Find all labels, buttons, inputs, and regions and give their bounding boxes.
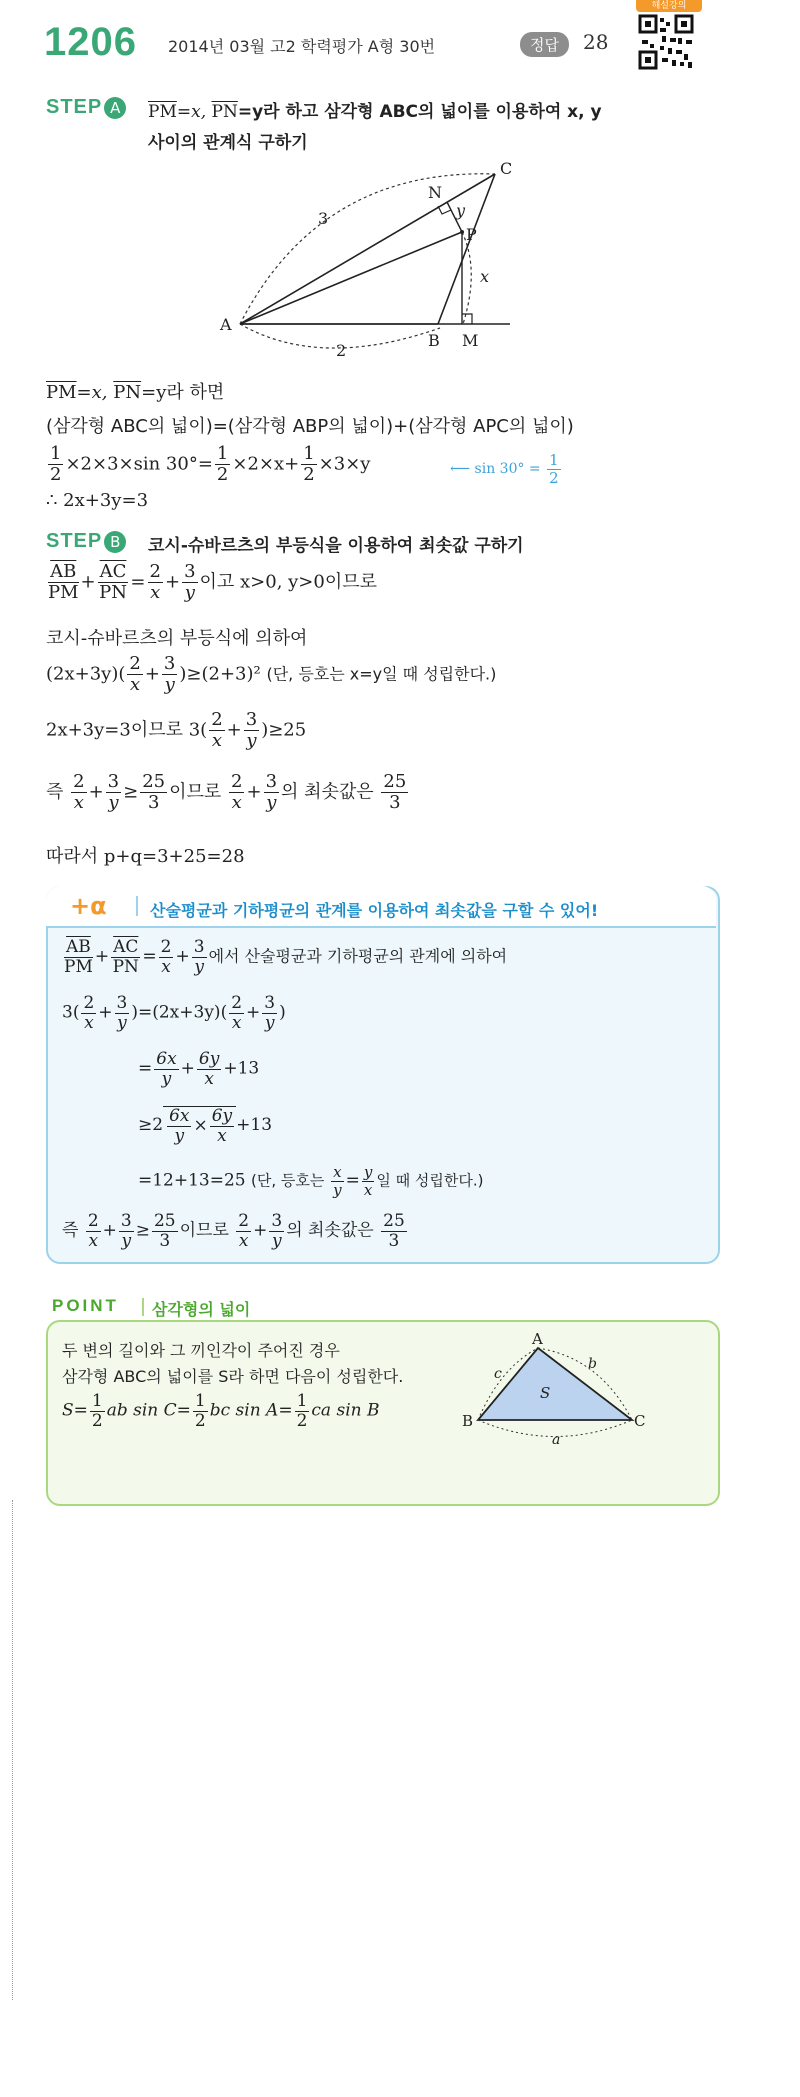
answer-badge: 정답 [520, 32, 569, 57]
label-x: x [480, 267, 490, 286]
expr: ×2×x+ [232, 453, 300, 475]
fraction: $\frac{\overline{AB}}{PM}$ [64, 937, 93, 977]
triangle-figure [200, 160, 540, 360]
fraction: $\frac{\overline{AB}}{PM}$ [48, 561, 79, 603]
step-b-tag: STEP [46, 530, 103, 552]
label-n: N [428, 183, 442, 202]
equality-condition: (단, 등호는 x=y일 때 성립한다.) [266, 664, 497, 684]
expr: ×2×3×sin 30°= [65, 453, 213, 475]
step-a-label [46, 96, 126, 119]
segment-pn: $\overline{PN}$ [211, 102, 238, 122]
label-a-vertex: A [532, 1330, 543, 1348]
fraction: $\frac{25}{3}$ [383, 1211, 405, 1251]
answer-value: 28 [583, 30, 609, 54]
point-line-2: 삼각형 ABC의 넓이를 S라 하면 다음이 성립한다. [62, 1367, 404, 1386]
step-a-line-4: ∴ 2x+3y=3 [46, 490, 149, 511]
step-b-letter: B [104, 531, 126, 553]
fraction: $\frac{2}{x}$ [73, 771, 85, 813]
alpha-line-5: =12+13=25 (단, 등호는 $\frac{x}{y}$ = $\frac{y}{x}$ 일 때 성립한다.) [138, 1163, 484, 1199]
fraction: $\frac{x}{y}$ [333, 1163, 342, 1199]
step-a-title-line2: 사이의 관계식 구하기 [148, 133, 308, 153]
label-p: P [466, 225, 477, 244]
note-text: sin 30° = [474, 461, 541, 477]
fraction: $\frac{2}{x}$ [211, 709, 223, 751]
fraction: $\frac{2}{x}$ [129, 653, 141, 695]
fraction: $\frac{6x}{y}$ [156, 1049, 177, 1089]
fraction: $\frac{1}{2}$ [296, 1391, 308, 1431]
alpha-line-3: = $\frac{6x}{y}$ + $\frac{6y}{x}$ +13 [138, 1049, 260, 1089]
fraction: $\frac{6y}{x}$ [198, 1049, 220, 1089]
label-c: C [500, 160, 513, 178]
fraction: $\frac{3}{y}$ [193, 937, 205, 977]
segment-ap [240, 232, 462, 324]
label-y: y [456, 201, 466, 220]
alpha-symbol: +α [70, 892, 107, 920]
triangle-abc [478, 1348, 632, 1420]
segment-pm: $\overline{PM}$ [148, 102, 177, 122]
fraction: $\frac{2}{x}$ [231, 771, 243, 813]
eq-x-text: =x, [76, 382, 114, 403]
expr: 이고 x>0, y>0이므로 [199, 571, 378, 593]
fraction: $\frac{25}{3}$ [142, 771, 166, 813]
fraction: $\frac{2}{x}$ [149, 561, 161, 603]
qr-caption: 해설강의 [636, 0, 702, 12]
side-ac [240, 174, 495, 324]
alpha-divider [136, 896, 138, 916]
expr: ×3×y [318, 453, 371, 475]
fraction: $\frac{2}{x}$ [238, 1211, 250, 1251]
step-b-line-6: 따라서 p+q=3+25=28 [46, 846, 245, 867]
step-b-line-5: 즉 $\frac{2}{x}$ + $\frac{3}{y}$ ≥ $\frac{25}{3}$ 이므로 $\frac{2}{x}$ + $\frac{3}{y}$ 의 최솟값은 $\frac{25}{3}$ [46, 771, 407, 813]
fraction: $\frac{6x}{y}$ [169, 1106, 190, 1146]
fraction: $\frac{3}{y}$ [163, 653, 176, 695]
step-b-line-3: (2x+3y)( $\frac{2}{x}$ + $\frac{3}{y}$ )≥(2+3)² (단, 등호는 x=y일 때 성립한다.) [46, 653, 497, 695]
side-bc [438, 174, 495, 324]
label-side-c: c [494, 1366, 502, 1382]
fraction: $\frac{\overline{AC}}{PN}$ [99, 561, 127, 603]
eq-y-text: =y라 하면 [141, 382, 225, 403]
fraction: $\frac{3}{y}$ [265, 771, 278, 813]
label-3: 3 [318, 209, 329, 228]
fraction: $\frac{1}{2}$ [91, 1391, 103, 1431]
point-title: 삼각형의 넓이 [152, 1300, 251, 1319]
sqrt-radicand: $\frac{6x}{y}$ × $\frac{6y}{x}$ [163, 1106, 236, 1145]
fraction: $\frac{1}{2}$ [216, 443, 229, 485]
problem-number: 1206 [44, 20, 137, 64]
fraction: $\frac{1}{2}$ [303, 443, 315, 485]
alpha-line-1: $\frac{\overline{AB}}{PM}$ + $\frac{\overline{AC}}{PN}$ = $\frac{2}{x}$ + $\frac{3}{y}$ 에서 산술평균과 기하평균의 관계에 의하여 [64, 937, 508, 977]
label-m: M [462, 331, 479, 350]
point-p [460, 230, 464, 234]
fraction: $\frac{2}{x}$ [160, 937, 172, 977]
alpha-line-4: ≥2 $\frac{6x}{y}$ × $\frac{6y}{x}$ +13 [138, 1106, 273, 1146]
segment-pn-text: $\overline{PN}$ [113, 382, 142, 403]
fraction: $\frac{\overline{AC}}{PN}$ [112, 937, 139, 977]
label-side-b: b [588, 1356, 597, 1372]
fraction: $\frac{25}{3}$ [153, 1211, 176, 1251]
label-s: S [540, 1384, 551, 1402]
step-a-title-eq-x: =x, [176, 102, 212, 122]
fraction: $\frac{3}{y}$ [245, 709, 258, 751]
alpha-title: 산술평균과 기하평균의 관계를 이용하여 최솟값을 구할 수 있어! [150, 901, 599, 920]
step-b-line-4: 2x+3y=3이므로 3( $\frac{2}{x}$ + $\frac{3}{y}$ )≥25 [46, 709, 307, 751]
label-c-vertex: C [634, 1412, 646, 1430]
sin-note [450, 452, 563, 486]
step-b-line-2: 코시-슈바르츠의 부등식에 의하여 [46, 628, 308, 649]
fraction: $\frac{2}{x}$ [83, 993, 95, 1033]
point-line-1: 두 변의 길이와 그 끼인각이 주어진 경우 [62, 1341, 340, 1360]
fraction: $\frac{25}{3}$ [383, 771, 407, 813]
label-2: 2 [336, 341, 347, 360]
alpha-line-6: 즉 $\frac{2}{x}$ + $\frac{3}{y}$ ≥ $\frac{25}{3}$ 이므로 $\frac{2}{x}$ + $\frac{3}{y}$ 의 최솟값은 $\frac{25}{3}$ [62, 1211, 405, 1251]
fraction: $\frac{3}{y}$ [120, 1211, 132, 1251]
alpha-line-2: 3( $\frac{2}{x}$ + $\frac{3}{y}$ )=(2x+3y)( $\frac{2}{x}$ + $\frac{3}{y}$ ) [62, 993, 286, 1033]
point-tag: POINT [52, 1296, 119, 1315]
label-side-a: a [552, 1432, 561, 1448]
step-a-letter: A [104, 97, 126, 119]
fraction: $\frac{2}{x}$ [87, 1211, 99, 1251]
fraction: $\frac{1}{2}$ [549, 451, 559, 487]
fraction: $\frac{1}{2}$ [194, 1391, 206, 1431]
step-b-line-1: $\frac{\overline{AB}}{PM}$ + $\frac{\overline{AC}}{PN}$ = $\frac{2}{x}$ + $\frac{3}{y}$ 이고 x>0, y>0이므로 [48, 561, 378, 603]
step-a-line-3 [46, 444, 370, 485]
page-margin-line [12, 1500, 13, 2000]
step-a-line-2: (삼각형 ABC의 넓이)=(삼각형 ABP의 넓이)+(삼각형 APC의 넓이) [46, 416, 574, 437]
fraction: $\frac{3}{y}$ [271, 1211, 283, 1251]
point-divider [142, 1298, 144, 1316]
area-triangle-figure [460, 1328, 660, 1448]
step-a-title-rest: =y라 하고 삼각형 ABC의 넓이를 이용하여 x, y [237, 102, 602, 122]
fraction: $\frac{1}{2}$ [50, 443, 62, 485]
fraction: $\frac{y}{x}$ [363, 1163, 373, 1199]
segment-pm-text: $\overline{PM}$ [46, 382, 77, 403]
step-a-tag: STEP [46, 96, 103, 118]
step-a-line-1 [46, 378, 224, 404]
step-b-label [46, 530, 126, 553]
label-a: A [220, 315, 232, 334]
fraction: $\frac{3}{y}$ [107, 771, 120, 813]
label-b-vertex: B [462, 1412, 474, 1430]
problem-source: 2014년 03월 고2 학력평가 A형 30번 [168, 37, 436, 56]
step-b-title: 코시-슈바르츠의 부등식을 이용하여 최솟값 구하기 [148, 536, 524, 556]
fraction: $\frac{3}{y}$ [184, 561, 196, 603]
fraction: $\frac{3}{y}$ [264, 993, 276, 1033]
label-b: B [428, 331, 440, 350]
point-line-3: S= $\frac{1}{2}$ ab sin C= $\frac{1}{2}$ bc sin A= $\frac{1}{2}$ ca sin B [62, 1391, 380, 1431]
fraction: $\frac{6y}{x}$ [211, 1106, 233, 1146]
fraction: $\frac{3}{y}$ [116, 993, 128, 1033]
arc-x [462, 232, 471, 324]
arrow-left-icon: ⟵ [450, 461, 471, 477]
step-a-title-line1 [148, 97, 602, 122]
fraction: $\frac{2}{x}$ [231, 993, 243, 1033]
